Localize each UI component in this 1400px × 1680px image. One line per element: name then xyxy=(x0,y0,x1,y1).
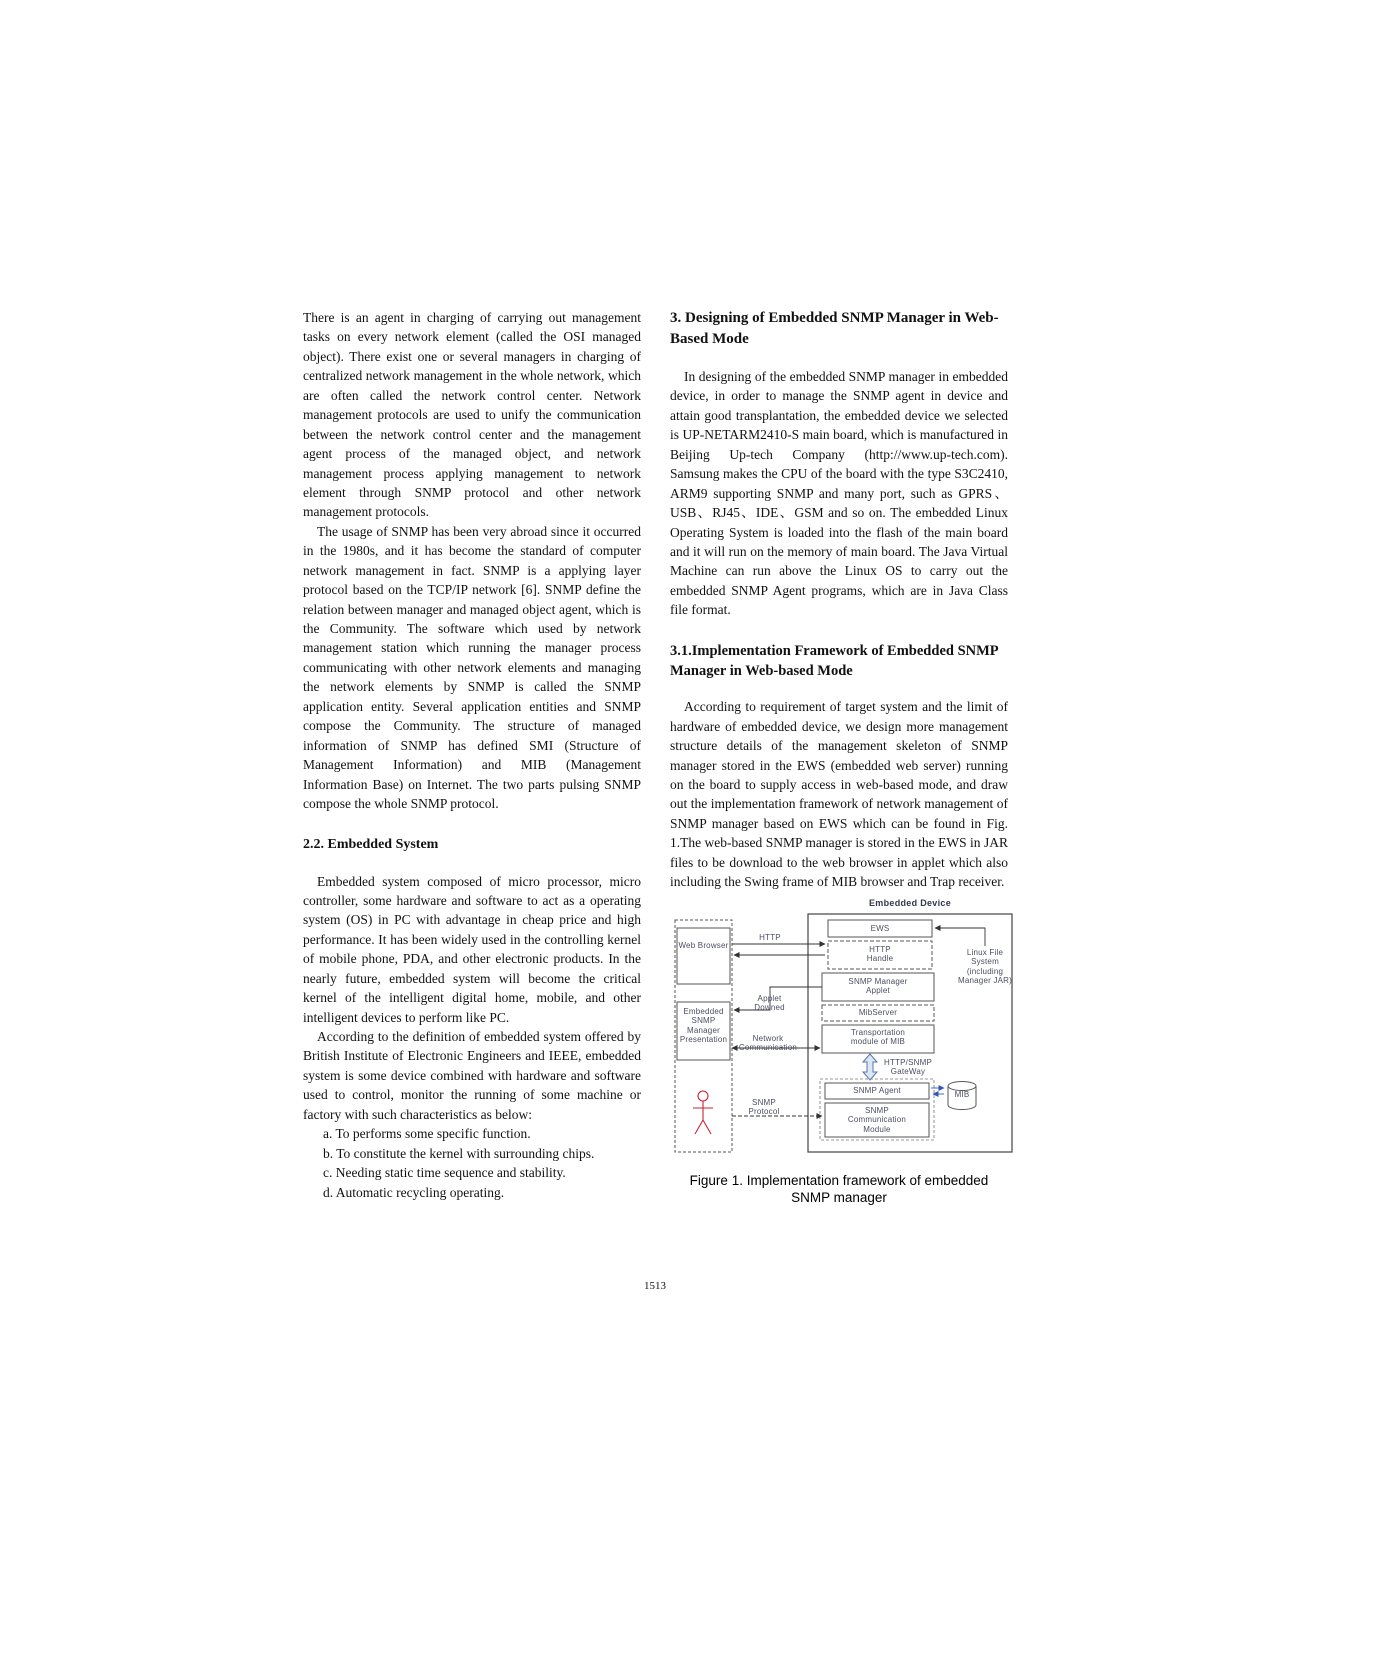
web-browser-box xyxy=(677,928,730,984)
list-item: d. Automatic recycling operating. xyxy=(323,1184,505,1200)
paragraph-embedded-system: Embedded system composed of micro processor, micro controller, some hardware and software to act as a operating system (OS) in PC with advantage in cheap price and high performance. It has been widely used in the controlling kernel of mobile phone, PDA, and other electronic products. In the nearly future, embedded system will become the critical kernel of the intelligent digital home, mobile, and other intelligent devices to perform like PC. xyxy=(303,873,641,1025)
http-handle-label: HTTP Handle xyxy=(866,944,894,964)
applet-downed-label: Applet Downed xyxy=(754,993,785,1013)
left-column xyxy=(303,308,641,1202)
right-column xyxy=(670,308,1012,1207)
section-heading-3: 3. Designing of Embedded SNMP Manager in Web-Based Mode xyxy=(670,310,999,347)
gateway-double-arrow xyxy=(863,1054,877,1080)
snmp-manager-applet-label: SNMP Manager Applet xyxy=(848,976,908,996)
transportation-label: Transportation module of MIB xyxy=(850,1027,906,1047)
paragraph-embedded-definition: According to the definition of embedded system offered by British Institute of Electronic Engineers and IEEE, embedded system is some device combined with hardware and software used to control, monitor the running of some machine or factory with such characteristics as below: xyxy=(303,1029,641,1122)
list-item: c. Needing static time sequence and stability. xyxy=(323,1165,566,1181)
linuxfs-ews-arrow xyxy=(935,928,985,946)
paragraph-agent-management: There is an agent in charging of carrying out management tasks on every network element (called the OSI managed object). There exist one or several managers in charging of centralized network management in the whole network, which are often called the network control center. Network management protocols are used to unify the communication between the network control center and the management agent process of the managed object, and network management process applying management to network element through SNMP protocol and other network management protocols. xyxy=(303,310,641,520)
characteristics-list xyxy=(303,1124,641,1202)
list-item: a. To performs some specific function. xyxy=(323,1126,531,1142)
paragraph-snmp-usage: The usage of SNMP has been very abroad since it occurred in the 1980s, and it has become the standard of computer network management in fact. SNMP is a applying layer protocol based on the TCP/IP network [6]. SNMP define the relation between manager and managed object agent, which is the Community. The software which used by network management station which running the manager process communicating with other network elements and managing the network elements by SNMP is called the SNMP application entity. Several application entities and SNMP compose the Community. The structure of managed information of SNMP has defined SMI (Structure of Management Information) and MIB (Management Information Base) on Internet. The two parts pulsing SNMP compose the whole SNMP protocol. xyxy=(303,523,641,811)
paragraph-designing: In designing of the embedded SNMP manager in embedded device, in order to manage the SNMP agent in device and attain good transplantation, the embedded device we selected is UP-NETARM2410-S main board, which is manufactured in Beijing Up-tech Company (http://www.up-tech.com). Samsung makes the CPU of the board with the type S3C2410, ARM9 supporting SNMP and many port, such as GPRS、USB、RJ45、IDE、GSM and so on. The embedded Linux Operating System is loaded into the flash of the main board and it will run on the memory of main board. The Java Virtual Machine can run above the Linux OS to carry out the embedded SNMP Agent programs, which are in Java Class file format. xyxy=(670,369,1008,618)
figure-title: Embedded Device xyxy=(868,897,952,908)
user-stick-figure-icon xyxy=(693,1091,713,1134)
snmp-protocol-label: SNMP Protocol xyxy=(748,1097,780,1117)
figure-caption: Figure 1. Implementation framework of embedded SNMP manager xyxy=(689,1172,989,1206)
figure-1 xyxy=(670,898,1015,1156)
snmp-communication-label: SNMP Communication Module xyxy=(847,1105,907,1134)
ews-label: EWS xyxy=(870,923,890,933)
page-number: 1513 xyxy=(644,1280,666,1292)
mibserver-label: MibServer xyxy=(858,1007,898,1017)
network-communication-label: Network Communication xyxy=(738,1033,798,1053)
mib-label: MIB xyxy=(954,1089,970,1099)
web-browser-label: Web Browser xyxy=(678,940,729,950)
linux-file-system-label: Linux File System (including Manager JAR) xyxy=(958,947,1012,985)
http-arrow-label: HTTP xyxy=(759,932,781,942)
section-heading-3-1: 3.1.Implementation Framework of Embedded SNMP Manager in Web-based Mode xyxy=(670,642,998,679)
section-heading-2-2: 2.2. Embedded System xyxy=(303,837,439,853)
presentation-label: Embedded SNMP Manager Presentation xyxy=(679,1006,728,1044)
snmp-agent-label: SNMP Agent xyxy=(853,1085,901,1095)
paragraph-framework: According to requirement of target system and the limit of hardware of embedded device, we design more management structure details of the management skeleton of SNMP manager stored in the EWS (embedded web server) running on the board to supply access in web-based mode, and draw out the implementation framework of network management of SNMP manager based on EWS which can be found in Fig. 1.The web-based SNMP manager is stored in the EWS in JAR files to be download to the web browser in applet which also including the Swing frame of MIB browser and Trap receiver. xyxy=(670,699,1008,890)
list-item: b. To constitute the kernel with surrounding chips. xyxy=(323,1145,595,1161)
gateway-label: HTTP/SNMP GateWay xyxy=(883,1057,933,1077)
